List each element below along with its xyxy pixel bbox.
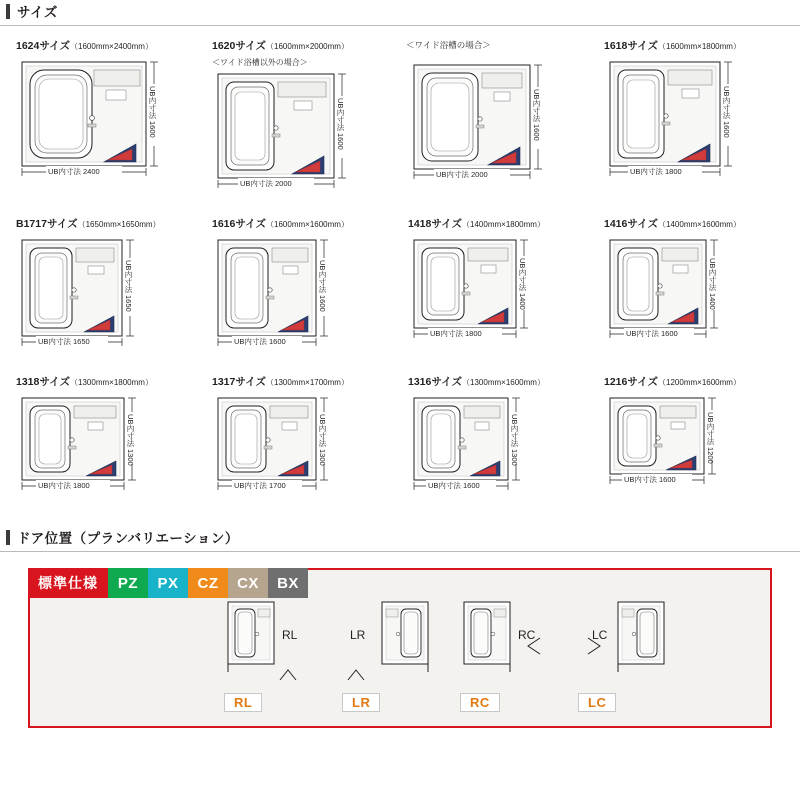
plan-height-label: UB内寸法 1300: [510, 414, 519, 466]
door-variant-code-rc[interactable]: RC: [460, 693, 500, 712]
plan-cell: [588, 370, 784, 522]
plan-dimension: （1300mm×1800mm）: [70, 378, 153, 387]
plan-dimension: （1400mm×1600mm）: [658, 220, 741, 229]
section-accent-bar: [6, 4, 10, 19]
plan-drawing-1316: [400, 394, 582, 512]
standard-spec-panel: [28, 568, 772, 728]
plan-cell: [588, 34, 784, 212]
plan-name: 1618サイズ: [604, 40, 659, 52]
plan-name: 1317サイズ: [212, 376, 267, 388]
plan-name: 1416サイズ: [604, 218, 659, 230]
plan-drawing-1416: [596, 236, 778, 360]
plan-width-label: UB内寸法 1650: [38, 337, 90, 346]
plan-dimension: （1600mm×1600mm）: [266, 220, 349, 229]
size-plan-grid: [0, 26, 800, 522]
plan-name: 1418サイズ: [408, 218, 463, 230]
section-divider-door: [0, 551, 800, 552]
plan-name: 1620サイズ: [212, 40, 267, 52]
plan-drawing-1618: [596, 58, 778, 190]
plan-row: [0, 212, 800, 370]
plan-cell: [196, 370, 392, 522]
plan-height-label: UB内寸法 1600: [148, 86, 157, 138]
plan-name: B1717サイズ: [16, 218, 78, 230]
series-code-pz[interactable]: PZ: [108, 568, 148, 598]
plan-cell: [196, 212, 392, 370]
plan-caption: [212, 218, 390, 233]
plan-dimension: （1300mm×1600mm）: [462, 378, 545, 387]
plan-cell: [0, 212, 196, 370]
plan-row: [0, 370, 800, 522]
plan-cell: [196, 34, 392, 212]
plan-caption: [212, 40, 390, 55]
series-code-cx[interactable]: CX: [228, 568, 268, 598]
plan-cell: [0, 34, 196, 212]
plan-caption: [212, 376, 390, 391]
plan-width-label: UB内寸法 1600: [428, 481, 480, 490]
plan-dimension: （1600mm×2400mm）: [70, 42, 153, 51]
door-variant-label-lr: LR: [350, 628, 366, 642]
plan-subnote: ＜ワイド浴槽以外の場合＞: [212, 58, 308, 67]
plan-drawing-1318: [8, 394, 190, 512]
section-title-sizes: サイズ: [17, 5, 58, 20]
plan-width-label: UB内寸法 2000: [436, 170, 488, 179]
door-variant-lc[interactable]: [570, 594, 688, 714]
section-title-door: ドア位置（プランバリエーション）: [17, 531, 239, 546]
plan-height-label: UB内寸法 1650: [124, 260, 133, 312]
plan-height-label: UB内寸法 1200: [706, 412, 715, 464]
plan-note: ＜ワイド浴槽の場合＞: [406, 40, 491, 50]
door-variant-label-lc: LC: [592, 628, 608, 642]
plan-cell: [392, 34, 588, 212]
door-variant-code-lc[interactable]: LC: [578, 693, 616, 712]
plan-caption: [604, 40, 782, 55]
plan-height-label: UB内寸法 1300: [126, 414, 135, 466]
plan-width-label: UB内寸法 2000: [240, 179, 292, 188]
plan-width-label: UB内寸法 1800: [630, 167, 682, 176]
plan-height-label: UB内寸法 1400: [518, 258, 527, 310]
plan-width-label: UB内寸法 1600: [626, 329, 678, 338]
plan-caption: [408, 376, 586, 391]
door-variant-lr[interactable]: [334, 594, 452, 714]
plan-cell: [392, 212, 588, 370]
plan-height-label: UB内寸法 1600: [532, 89, 541, 141]
door-variant-list: [216, 594, 688, 714]
plan-caption: [604, 218, 782, 233]
plan-cell: [588, 212, 784, 370]
plan-cell: [0, 370, 196, 522]
plan-dimension: （1400mm×1800mm）: [462, 220, 545, 229]
door-position-section: [0, 526, 800, 728]
door-variant-rc[interactable]: [452, 594, 570, 714]
door-variant-label-rl: RL: [282, 628, 298, 642]
section-header-sizes: [0, 0, 800, 22]
plan-cell: [392, 370, 588, 522]
door-variant-code-lr[interactable]: LR: [342, 693, 380, 712]
plan-drawing-1317: [204, 394, 386, 512]
plan-name: 1318サイズ: [16, 376, 71, 388]
series-code-bx[interactable]: BX: [268, 568, 308, 598]
plan-dimension: （1600mm×2000mm）: [266, 42, 349, 51]
plan-dimension: （1300mm×1700mm）: [266, 378, 349, 387]
plan-height-label: UB内寸法 1600: [336, 98, 345, 150]
plan-width-label: UB内寸法 1600: [234, 337, 286, 346]
door-variant-label-rc: RC: [518, 628, 536, 642]
door-variant-rl[interactable]: [216, 594, 334, 714]
plan-name: 1316サイズ: [408, 376, 463, 388]
plan-height-label: UB内寸法 1600: [318, 260, 327, 312]
plan-width-label: UB内寸法 1700: [234, 481, 286, 490]
plan-drawing-1620-wide: [400, 61, 582, 193]
plan-row: [0, 34, 800, 212]
plan-width-label: UB内寸法 1600: [624, 475, 676, 484]
plan-name: 1216サイズ: [604, 376, 659, 388]
door-variant-code-rl[interactable]: RL: [224, 693, 262, 712]
plan-drawing-1616: [204, 236, 386, 360]
series-code-px[interactable]: PX: [148, 568, 188, 598]
plan-width-label: UB内寸法 1800: [38, 481, 90, 490]
plan-name: 1624サイズ: [16, 40, 71, 52]
plan-height-label: UB内寸法 1400: [708, 258, 717, 310]
plan-width-label: UB内寸法 2400: [48, 167, 100, 176]
plan-caption: [16, 40, 194, 55]
plan-drawing-1620: [204, 70, 386, 202]
plan-height-label: UB内寸法 1600: [722, 86, 731, 138]
plan-drawing-1624: [8, 58, 190, 190]
plan-dimension: （1650mm×1650mm）: [77, 220, 161, 229]
plan-caption: [408, 218, 586, 233]
plan-caption: [16, 376, 194, 391]
plan-caption: [16, 218, 194, 233]
plan-name: 1616サイズ: [212, 218, 267, 230]
standard-spec-label: 標準仕様: [28, 568, 108, 598]
series-code-cz[interactable]: CZ: [188, 568, 228, 598]
plan-drawing-1216: [596, 394, 778, 512]
plan-width-label: UB内寸法 1800: [430, 329, 482, 338]
plan-drawing-b1717: [8, 236, 190, 360]
section-header-door: [0, 526, 800, 548]
plan-caption: [604, 376, 782, 391]
plan-drawing-1418: [400, 236, 582, 360]
plan-height-label: UB内寸法 1300: [318, 414, 327, 466]
plan-dimension: （1600mm×1800mm）: [658, 42, 741, 51]
section-accent-bar: [6, 530, 10, 545]
plan-dimension: （1200mm×1600mm）: [658, 378, 741, 387]
